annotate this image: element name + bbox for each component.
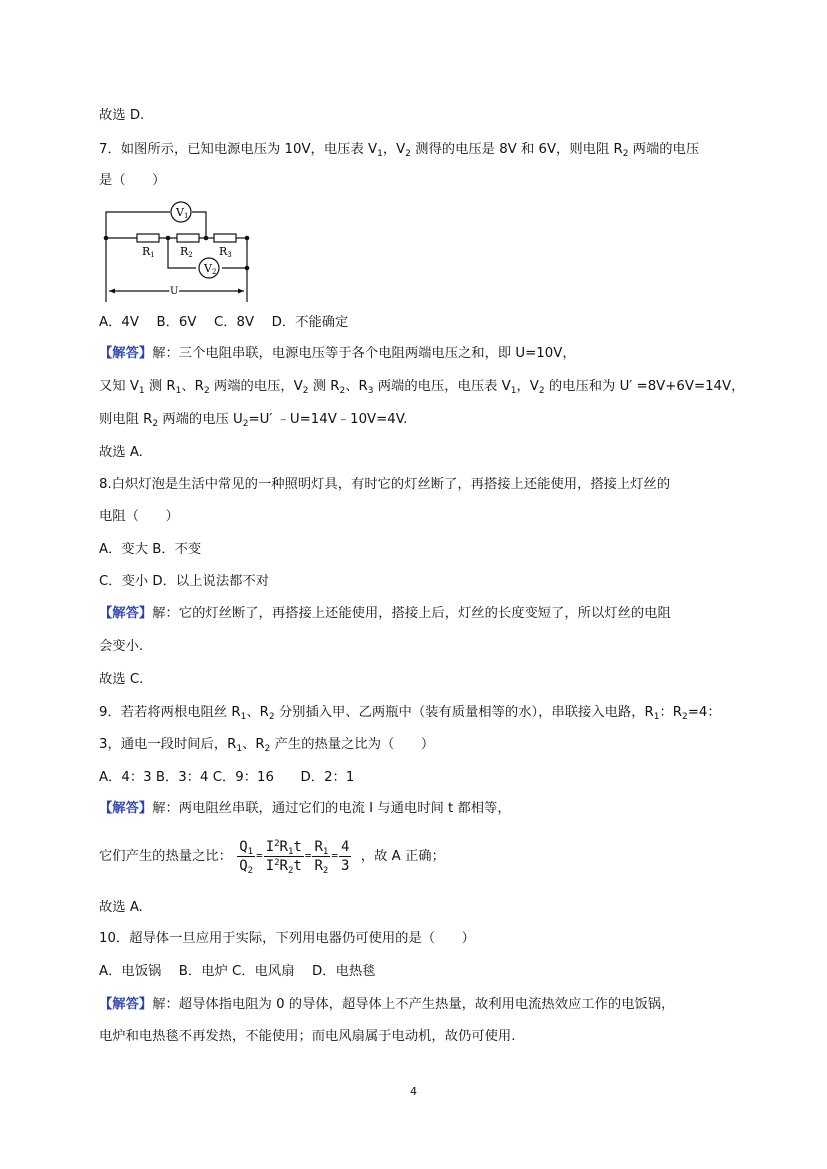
question-9-solution-2: 它们产生的热量之比： $\frac{Q_1}{Q_2}$ = $\frac{I^2R_1t}{I^2R_2t}$ = $\frac{R_1}{R_2}$ = $\frac{4}{3}$ ，故 A 正确； — [99, 838, 445, 876]
question-7-solution-2: 又知 $V_1$ 测 $R_1$、$R_2$ 两端的电压，$V_2$ 测 $R_2$、$R_3$ 两端的电压，电压表 $V_1$，$V_2$ 的电压和为 U′ =8V+6V=14V， — [99, 379, 745, 396]
answer-line-q7: 故选 A. — [99, 445, 143, 460]
svg-text:V2: V2 — [204, 262, 217, 276]
question-10-solution-1: 【解答】解：超导体指电阻为 0 的导体，超导体上不产生热量，故利用电流热效应工作的电饭锅， — [99, 997, 675, 1012]
answer-line-q9: 故选 A. — [99, 900, 143, 915]
resistor-r3 — [214, 234, 236, 242]
svg-text:R3: R3 — [219, 245, 232, 259]
question-9-options: A．4：3 B．3：4 C．9：16 D．2：1 — [99, 770, 355, 785]
question-7-solution-1: 【解答】解：三个电阻串联，电源电压等于各个电阻两端电压之和，即 U=10V， — [99, 346, 576, 361]
question-9-solution-1: 【解答】解：两电阻丝串联，通过它们的电流 I 与通电时间 t 都相等， — [99, 801, 511, 816]
resistor-r1 — [137, 234, 159, 242]
svg-text:R1: R1 — [142, 245, 155, 259]
question-8-options-2: C．变小 D．以上说法都不对 — [99, 574, 270, 589]
heat-ratio-formula: $\frac{Q_1}{Q_2}$ = $\frac{I^2R_1t}{I^2R_2t}$ = $\frac{R_1}{R_2}$ = $\frac{4}{3}$ — [239, 838, 350, 876]
question-8-stem: 8.白炽灯泡是生活中常见的一种照明灯具，有时它的灯丝断了，再搭接上还能使用，搭接上灯丝的 — [99, 477, 671, 492]
question-9-stem-cont: 3，通电一段时间后，$R_1$、$R_2$ 产生的热量之比为（ ） — [99, 737, 435, 754]
question-7-options: A．4V B．6V C．8V D．不能确定 — [99, 315, 349, 330]
answer-line-q6: 故选 D. — [99, 108, 145, 123]
question-10-options: A．电饭锅 B．电炉 C．电风扇 D．电热毯 — [99, 964, 376, 979]
resistor-r2 — [177, 234, 199, 242]
question-10-stem: 10．超导体一旦应用于实际，下列用电器仍可使用的是（ ） — [99, 931, 475, 946]
question-8-solution-2: 会变小. — [99, 639, 144, 654]
svg-text:R2: R2 — [180, 245, 193, 259]
question-10-solution-2: 电炉和电热毯不再发热，不能使用；而电风扇属于电动机，故仍可使用. — [99, 1029, 516, 1044]
question-9-stem: 9．若若将两根电阻丝 $R_1$、$R_2$ 分别插入甲、乙两瓶中（装有质量相等的水），串联接入电路，$R_1$：$R_2=4$： — [99, 705, 721, 722]
svg-text:U: U — [170, 286, 179, 297]
circuit-diagram — [100, 198, 255, 304]
svg-text:V1: V1 — [176, 206, 189, 220]
question-8-options-1: A．变大 B．不变 — [99, 542, 202, 557]
question-8-solution-1: 【解答】解：它的灯丝断了，再搭接上还能使用，搭接上后，灯丝的长度变短了，所以灯丝的电阻 — [99, 606, 671, 621]
question-7-stem-cont: 是（ ） — [99, 173, 166, 188]
question-7-stem: 7．如图所示，已知电源电压为 10V，电压表 $V_1$，$V_2$ 测得的电压是 8V 和 6V，则电阻 $R_2$ 两端的电压 — [99, 142, 700, 159]
question-8-stem-cont: 电阻（ ） — [99, 509, 179, 524]
question-7-solution-3: 则电阻 $R_2$ 两端的电压 $U_2=U'$ ﹣U=14V﹣10V=4V. — [99, 412, 408, 429]
page-number: 4 — [410, 1085, 417, 1098]
answer-line-q8: 故选 C. — [99, 672, 144, 687]
